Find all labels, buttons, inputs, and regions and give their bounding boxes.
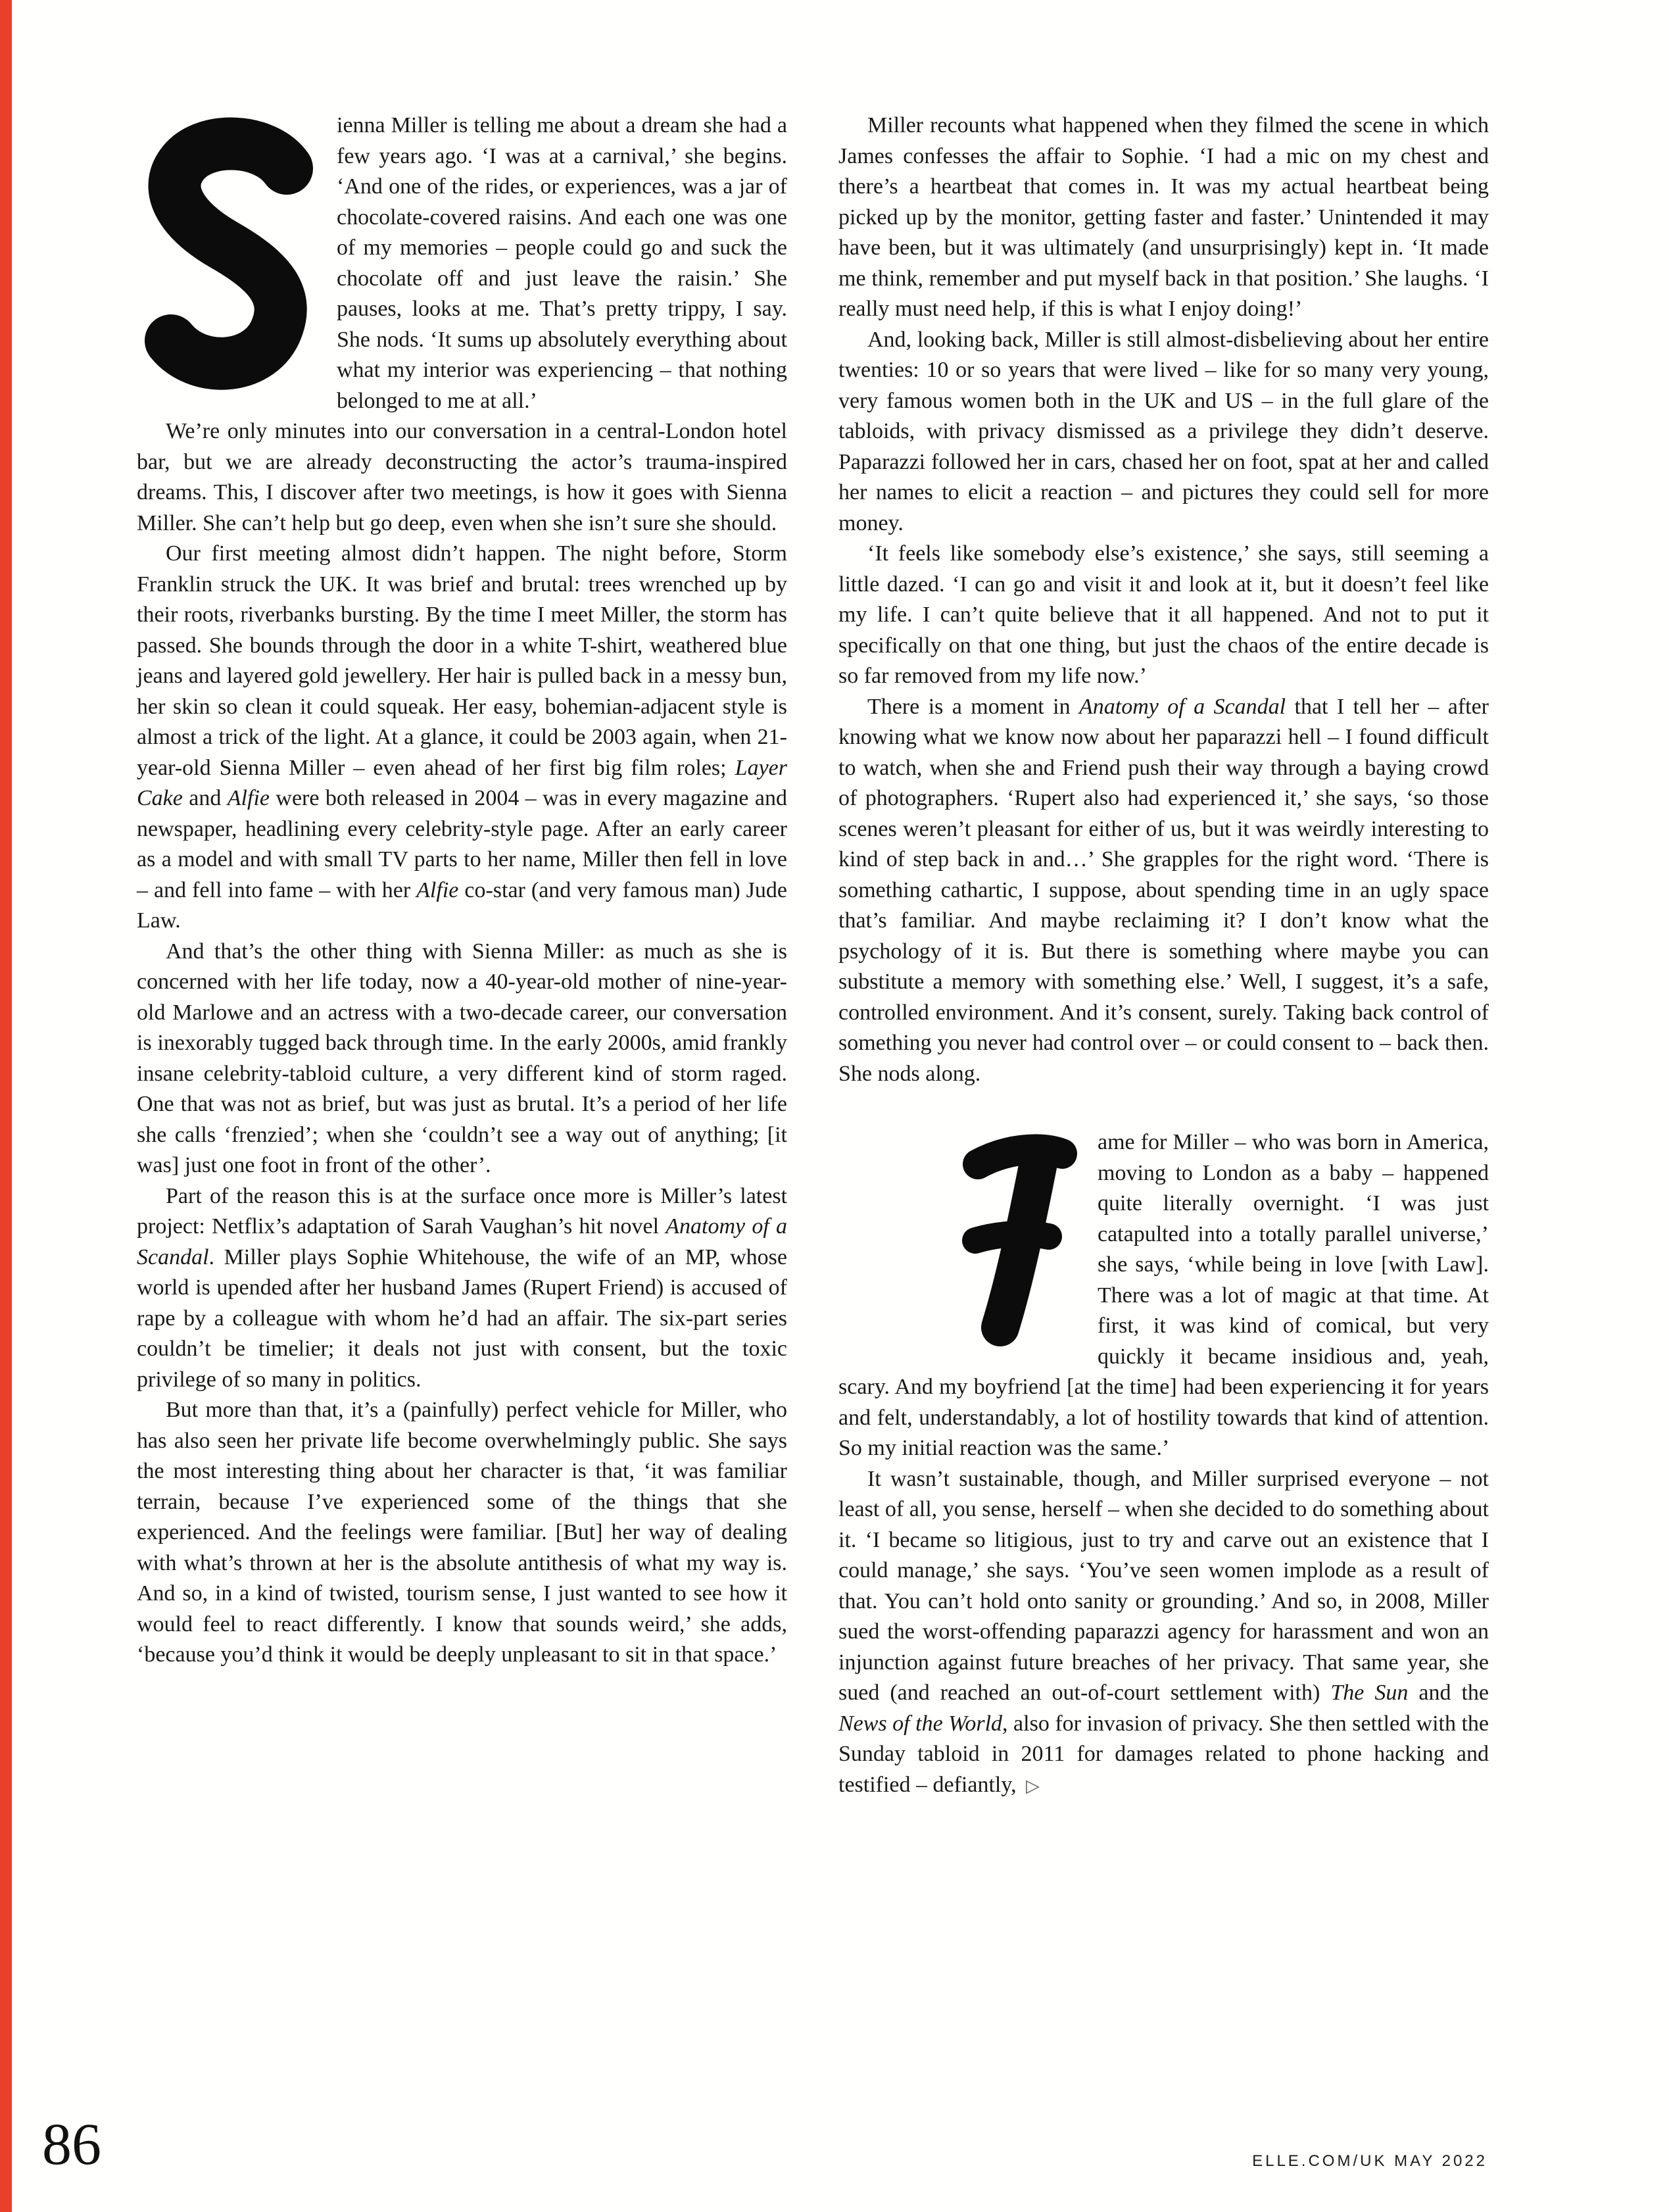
dropcap-s-icon <box>137 118 314 391</box>
continuation-arrow-icon: ▷ <box>1026 1775 1040 1796</box>
article-paragraph: Part of the reason this is at the surface once more is Miller’s latest project: Netflix’s adaptation of Sarah Vaughan’s hit novel Anatomy of a Scandal. Miller plays Sophie Whitehouse, the wife of an MP, whose world is upended after her husband James (Rupert Friend) is accused of rape by a colleague with whom he’d had an affair. The six-part series couldn’t be timelier; it deals not just with consent, but the toxic privilege of so many in politics. <box>137 1183 787 1392</box>
italic-title: Layer Cake <box>137 755 787 810</box>
article-column-right <box>838 111 1489 1802</box>
page-number: 86 <box>42 2112 101 2177</box>
dropcap-f-icon <box>949 1133 1067 1344</box>
article-paragraph: ienna Miller is telling me about a dream she had a few years ago. ‘I was at a carnival,’ she begins. ‘And one of the rides, or experiences, was a jar of chocolate-covered raisins. And each one was one of my memories – people could go and suck the chocolate off and just leave the raisin.’ She pauses, looks at me. That’s pretty trippy, I say. She nods. ‘It sums up absolutely everything about what my interior was experiencing – that nothing belonged to me at all.’ <box>137 111 787 416</box>
italic-title: Alfie <box>416 877 459 902</box>
footer-site-date: ELLE.COM/UK MAY 2022 <box>1252 2152 1488 2170</box>
italic-title: The Sun <box>1330 1681 1409 1705</box>
article-body <box>137 111 1489 1802</box>
article-paragraph: ame for Miller – who was born in America, moving to London as a baby – happened quite literally overnight. ‘I was just catapulted into a totally parallel universe,’ she says, ‘while being in love [with Law]. There was a lot of magic at that time. At first, it was kind of comical, but very quickly it became insidious and, yeah, scary. And my boyfriend [at the time] had been experiencing it for years and felt, understandably, a lot of hostility towards that kind of attention. So my initial reaction was the same.’ <box>838 1130 1489 1460</box>
article-paragraph: We’re only minutes into our conversation in a central-London hotel bar, but we are already deconstructing the actor’s trauma-inspired dreams. This, I discover after two meetings, is how it goes with Sienna Miller. She can’t help but go deep, even when she isn’t sure she should. <box>137 419 787 535</box>
article-paragraph: There is a moment in Anatomy of a Scandal that I tell her – after knowing what we know now about her paparazzi hell – I found difficult to watch, when she and Friend push their way through a baying crowd of photographers. ‘Rupert also had experienced it,’ she says, ‘so those scenes weren’t pleasant for either of us, but it was weirdly interesting to kind of step back in and…’ She grapples for the right word. ‘There is something cathartic, I suppose, about spending time in an ugly space that’s familiar. And maybe reclaiming it? I don’t know what the psychology of it is. But there is something where maybe you can substitute a memory with something else.’ Well, I suggest, it’s a safe, controlled environment. And it’s consent, surely. Taking back control of something you never had control over – or could consent to – back then. She nods along. <box>838 694 1489 1086</box>
article-paragraph: It wasn’t sustainable, though, and Miller surprised everyone – not least of all, you sense, herself – when she decided to do something about it. ‘I became so litigious, just to try and carve out an existence that I could manage,’ she says. ‘You’ve seen women implode as a result of that. You can’t hold onto sanity or grounding.’ And so, in 2008, Miller sued the worst-offending paparazzi agency for harassment and won an injunction against future breaches of her privacy. That same year, she sued (and reached an out-of-court settlement with) The Sun and the News of the World, also for invasion of privacy. She then settled with the Sunday tabloid in 2011 for damages related to phone hacking and testified – defiantly, ▷ <box>838 1466 1489 1797</box>
article-paragraph: Miller recounts what happened when they filmed the scene in which James confesses the affair to Sophie. ‘I had a mic on my chest and there’s a heartbeat that comes in. It was my actual heartbeat being picked up by the monitor, getting faster and faster.’ Unintended it may have been, but it was ultimately (and unsurprisingly) kept in. ‘It made me think, remember and put myself back in that position.’ She laughs. ‘I really must need help, if this is what I enjoy doing!’ <box>838 113 1489 321</box>
left-accent-strip <box>0 0 12 2212</box>
article-column-left <box>137 111 787 1802</box>
article-paragraph: But more than that, it’s a (painfully) perfect vehicle for Miller, who has also seen her private life become overwhelmingly public. She says the most interesting thing about her character is that, ‘it was familiar terrain, because I’ve experienced some of the things that she experienced. And the feelings were familiar. [But] her way of dealing with what’s thrown at her is the absolute antithesis of what my way is. And so, in a kind of twisted, tourism sense, I just wanted to see how it would feel to react differently. I know that sounds weird,’ she adds, ‘because you’d think it would be deeply unpleasant to sit in that space.’ <box>137 1398 787 1667</box>
article-paragraph: And, looking back, Miller is still almost-disbelieving about her entire twenties: 10 or so years that were lived – like for so many very young, very famous women both in the UK and US – in the full glare of the tabloids, with privacy dismissed as a privilege they didn’t deserve. Paparazzi followed her in cars, chased her on foot, spat at her and called her names to elicit a reaction – and pictures they could sell for more money. <box>838 327 1489 535</box>
italic-title: Anatomy of a Scandal <box>137 1214 787 1269</box>
article-paragraph: And that’s the other thing with Sienna Miller: as much as she is concerned with her life today, now a 40-year-old mother of nine-year-old Marlowe and an actress with a two-decade career, our conversation is inexorably tugged back through time. In the early 2000s, amid frankly insane celebrity-tabloid culture, a very different kind of storm raged. One that was not as brief, but was just as brutal. It’s a period of her life she calls ‘frenzied’; when she ‘couldn’t see a way out of anything; [it was] just one foot in front of the other’. <box>137 939 787 1177</box>
italic-title: Anatomy of a Scandal <box>1079 694 1286 719</box>
italic-title: Alfie <box>227 786 270 810</box>
article-paragraph: Our first meeting almost didn’t happen. The night before, Storm Franklin struck the UK. It was brief and brutal: trees wrenched up by their roots, riverbanks bursting. By the time I meet Miller, the storm has passed. She bounds through the door in a white T-shirt, weathered blue jeans and layered gold jewellery. Her hair is pulled back in a messy bun, her skin so clean it could squeak. Her easy, bohemian-adjacent style is almost a trick of the light. At a glance, it could be 2003 again, when 21-year-old Sienna Miller – even ahead of her first big film roles; Layer Cake and Alfie were both released in 2004 – was in every magazine and newspaper, headlining every celebrity-style page. After an early career as a model and with small TV parts to her name, Miller then fell in love – and fell into fame – with her Alfie co-star (and very famous man) Jude Law. <box>137 541 787 933</box>
italic-title: News of the World <box>838 1711 1003 1736</box>
article-paragraph: ‘It feels like somebody else’s existence,’ she says, still seeming a little dazed. ‘I can go and visit it and look at it, but it doesn’t feel like my life. I can’t quite believe that it all happened. And not to put it specifically on that one thing, but just the chaos of the entire decade is so far removed from my life now.’ <box>838 541 1489 688</box>
